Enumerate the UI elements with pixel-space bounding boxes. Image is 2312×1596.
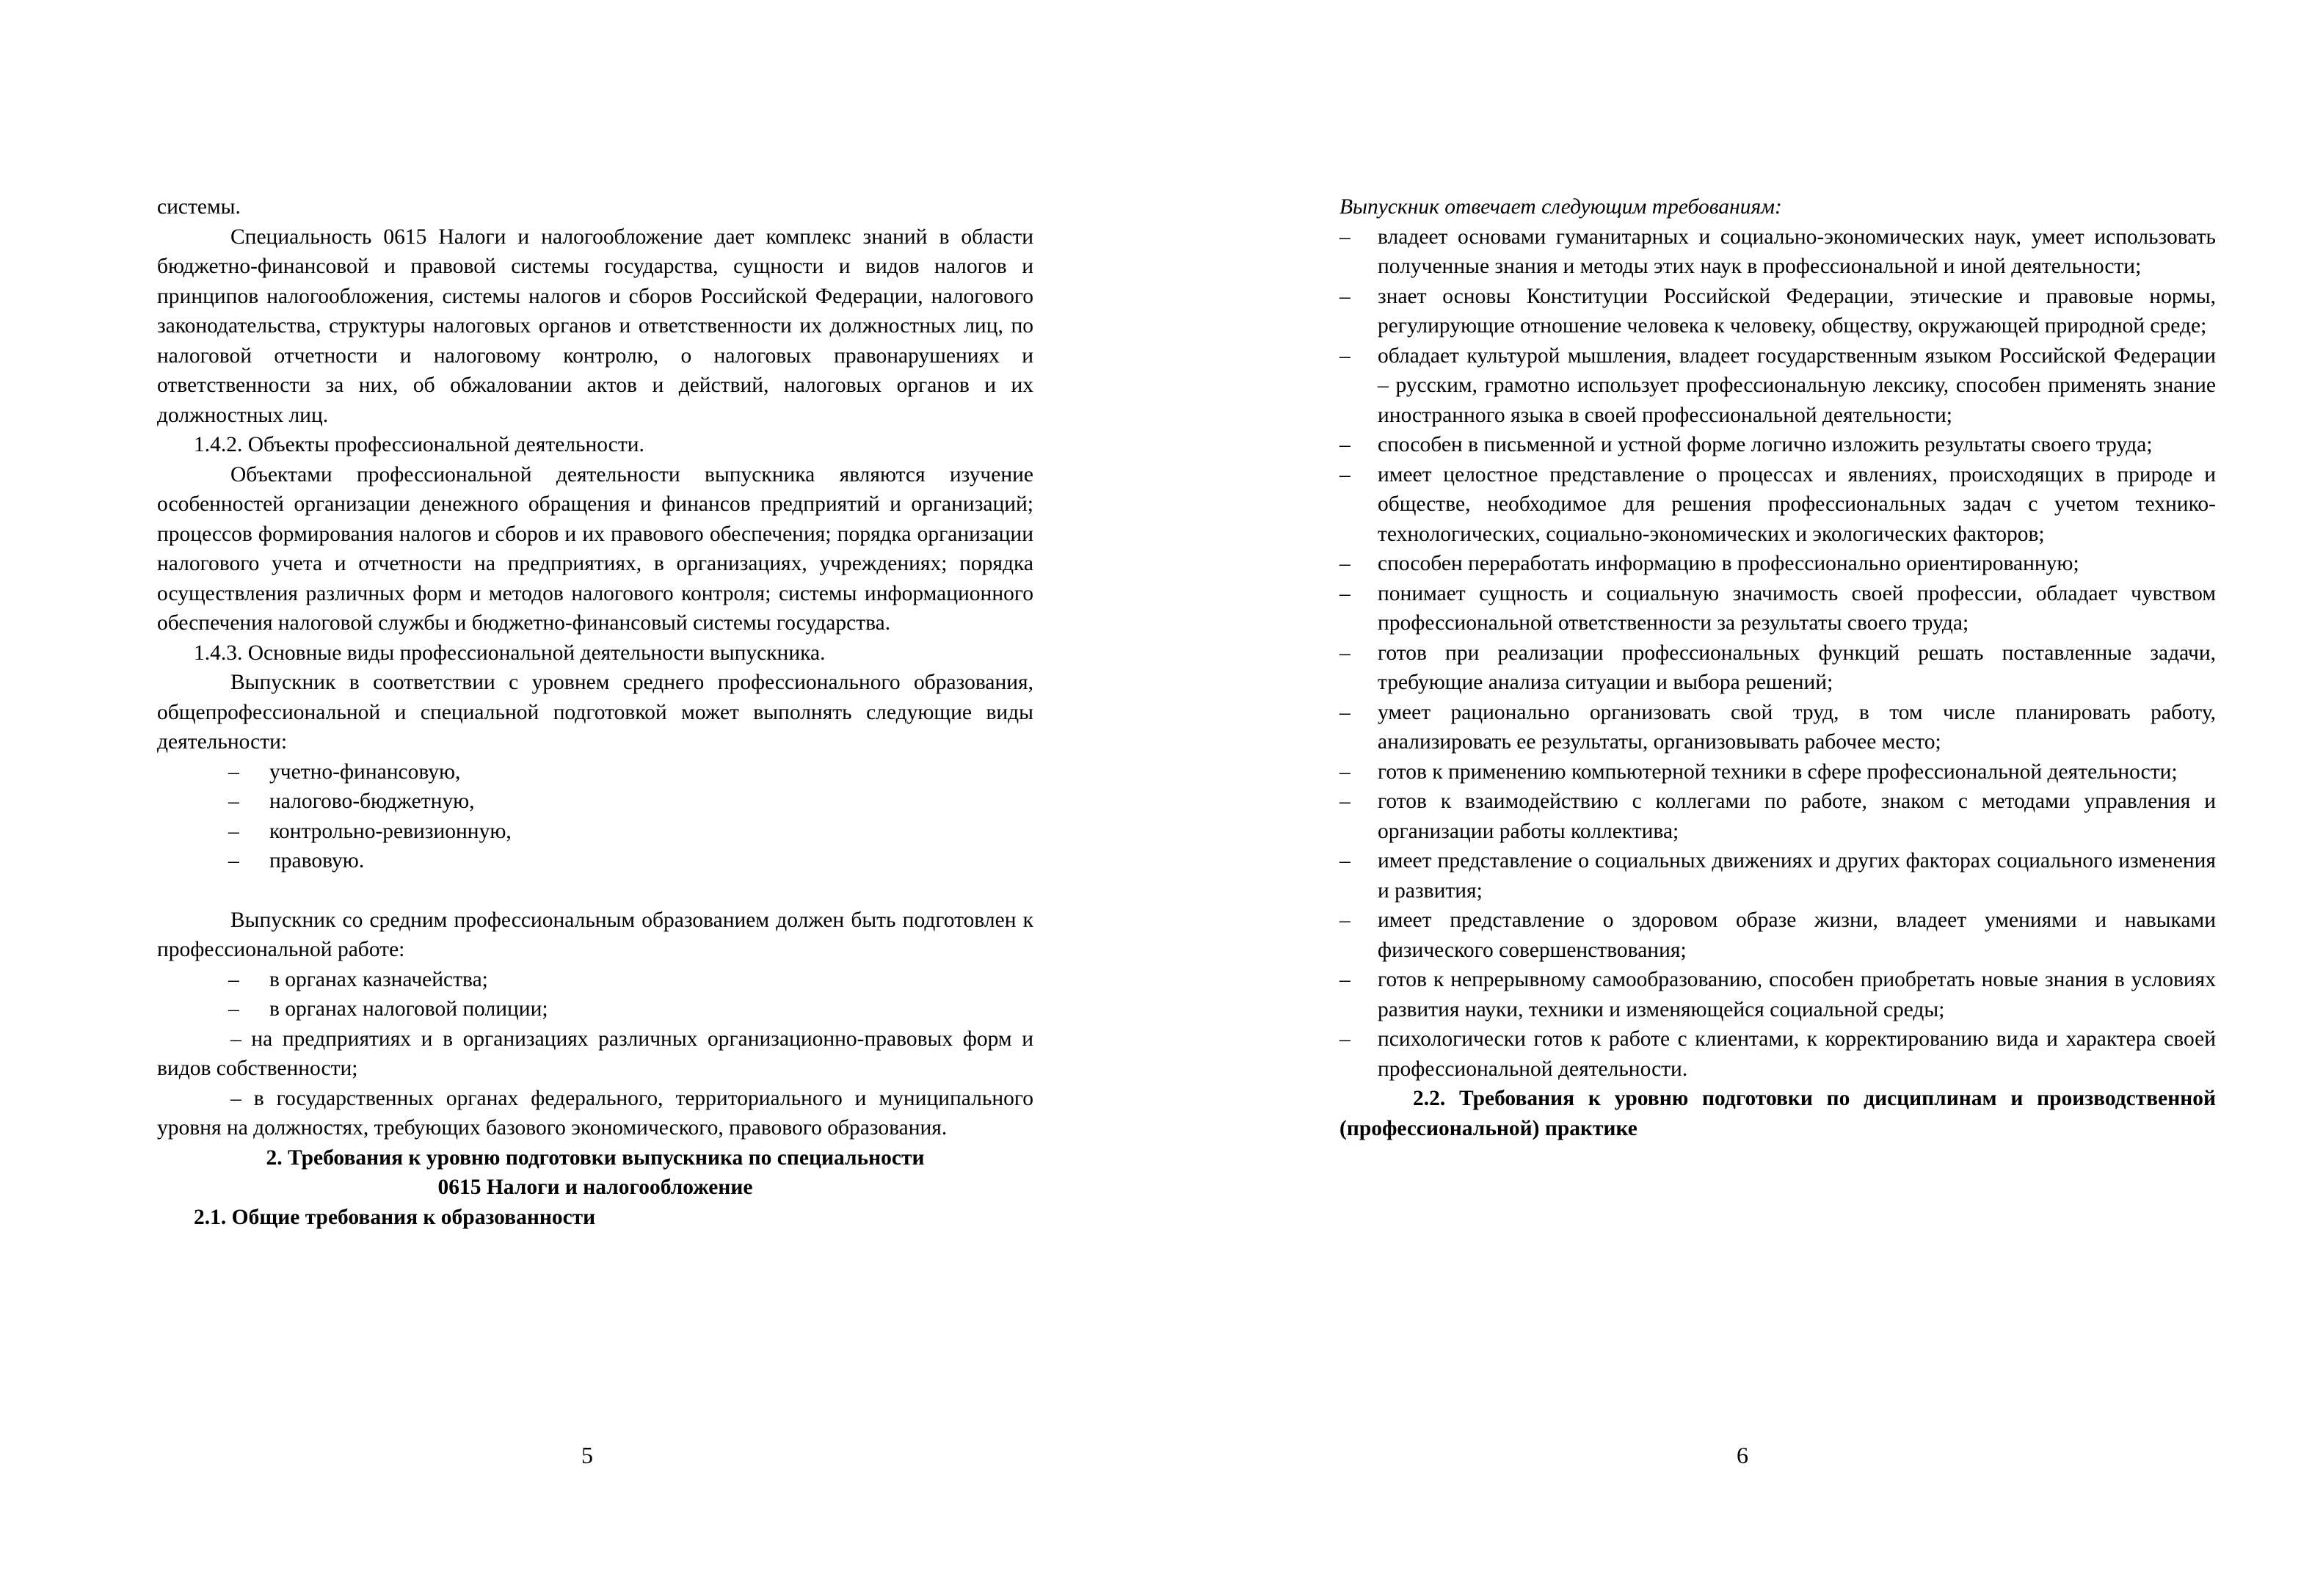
list-item: – психологически готов к работе с клиентами, к корректированию вида и характера своей профессиональной деятельности. (1339, 1024, 2216, 1084)
section-142-heading: 1.4.2. Объекты профессиональной деятельности. (194, 433, 644, 456)
intro-paragraph: Специальность 0615 Налоги и налогообложение дает комплекс знаний в области бюджетно-финансовой и правовой системы государства, сущности и видов налогов и принципов налогообложения, системы налогов и сборов Российской Федерации, налогового законодательства, структуры налоговых органов и ответственности их должностных лиц, по налоговой отчетности и налоговому контролю, о налоговых правонарушениях и ответственности за них, об обжаловании актов и действий, налоговых органов и их должностных лиц. (157, 225, 1033, 427)
list-item: – правовую. (228, 846, 1033, 876)
workplace-long-2: – в государственных органах федерального, территориального и муниципального уровня на должностях, требующих базового экономического, правового образования. (157, 1086, 1033, 1140)
list-item: – готов к применению компьютерной техники в сфере профессиональной деятельности; (1339, 757, 2216, 787)
left-page-text (157, 192, 1033, 1232)
activity-types-list (157, 757, 1033, 876)
list-item: – в органах казначейства; (228, 965, 1033, 995)
page-number: 6 (1737, 1442, 1748, 1468)
list-item: – готов при реализации профессиональных функций решать поставленные задачи, требующие анализа ситуации и выбора решений; (1339, 638, 2216, 698)
page-number: 5 (581, 1442, 593, 1468)
right-page-text (1339, 192, 2216, 1143)
workplaces-list (157, 965, 1033, 1024)
list-item: – умеет рационально организовать свой труд, в том числе планировать работу, анализировать ее результаты, организовывать рабочее место; (1339, 698, 2216, 757)
section-22-heading: 2.2. Требования к уровню подготовки по дисциплинам и производственной (профессиональной) практике (1339, 1087, 2216, 1140)
list-item: – налогово-бюджетную, (228, 787, 1033, 817)
list-item: – способен в письменной и устной форме логично изложить результаты своего труда; (1339, 430, 2216, 460)
requirements-list (1339, 222, 2216, 1085)
list-item: – учетно-финансовую, (228, 757, 1033, 787)
right-page (1156, 0, 2312, 1596)
list-item: – в органах налоговой полиции; (228, 994, 1033, 1024)
section-142-text: Объектами профессиональной деятельности выпускника являются изучение особенностей организации денежного обращения и финансов предприятий и организаций; процессов формирования налогов и сборов и их правового обеспечения; порядка организации налогового учета и отчетности на предприятиях, в организациях, учреждениях; порядка осуществления различных форм и методов налогового контроля; системы информационного обеспечения налоговой службы и бюджетно-финансовый системы государства. (157, 462, 1033, 635)
prepared-intro: Выпускник со средним профессиональным образованием должен быть подготовлен к профессиональной работе: (157, 908, 1033, 961)
section-2-heading-line2: 0615 Налоги и налогообложение (437, 1176, 753, 1199)
list-item: – готов к взаимодействию с коллегами по работе, знаком с методами управления и организации работы коллектива; (1339, 787, 2216, 846)
list-item: – знает основы Конституции Российской Федерации, этические и правовые нормы, регулирующие отношение человека к человеку, обществу, окружающей природной среде; (1339, 282, 2216, 341)
section-2-heading-line1: 2. Требования к уровню подготовки выпускника по специальности (266, 1145, 925, 1170)
list-item: – имеет целостное представление о процессах и явлениях, происходящих в природе и обществе, необходимое для решения профессиональных задач с учетом технико-технологических, социально-экономических и экологических факторов; (1339, 460, 2216, 550)
top-line: системы. (157, 195, 241, 219)
list-item: – имеет представление о социальных движениях и других факторах социального изменения и развития; (1339, 846, 2216, 906)
list-item: – имеет представление о здоровом образе жизни, владеет умениями и навыками физического совершенствования; (1339, 906, 2216, 965)
section-143-heading: 1.4.3. Основные виды профессиональной деятельности выпускника. (194, 641, 826, 665)
requirements-lead: Выпускник отвечает следующим требованиям: (1339, 195, 1782, 219)
list-item: – обладает культурой мышления, владеет государственным языком Российской Федерации – русским, грамотно использует профессиональную лексику, способен применять знание иностранного языка в своей профессиональной деятельности; (1339, 341, 2216, 431)
list-item: – контрольно-ревизионную, (228, 817, 1033, 847)
section-21-heading: 2.1. Общие требования к образованности (194, 1205, 596, 1229)
list-item: – способен переработать информацию в профессионально ориентированную; (1339, 549, 2216, 579)
list-item: – владеет основами гуманитарных и социально-экономических наук, умеет использовать полученные знания и методы этих наук в профессиональной и иной деятельности; (1339, 222, 2216, 282)
list-item: – понимает сущность и социальную значимость своей профессии, обладает чувством профессиональной ответственности за результаты своего труда; (1339, 579, 2216, 638)
list-item: – готов к непрерывному самообразованию, способен приобретать новые знания в условиях развития науки, техники и изменяющейся социальной среды; (1339, 965, 2216, 1024)
section-143-text: Выпускник в соответствии с уровнем среднего профессионального образования, общепрофессиональной и специальной подготовкой может выполнять следующие виды деятельности: (157, 671, 1033, 754)
workplace-long-1: – на предприятиях и в организациях различных организационно-правовых форм и видов собственности; (157, 1027, 1033, 1080)
